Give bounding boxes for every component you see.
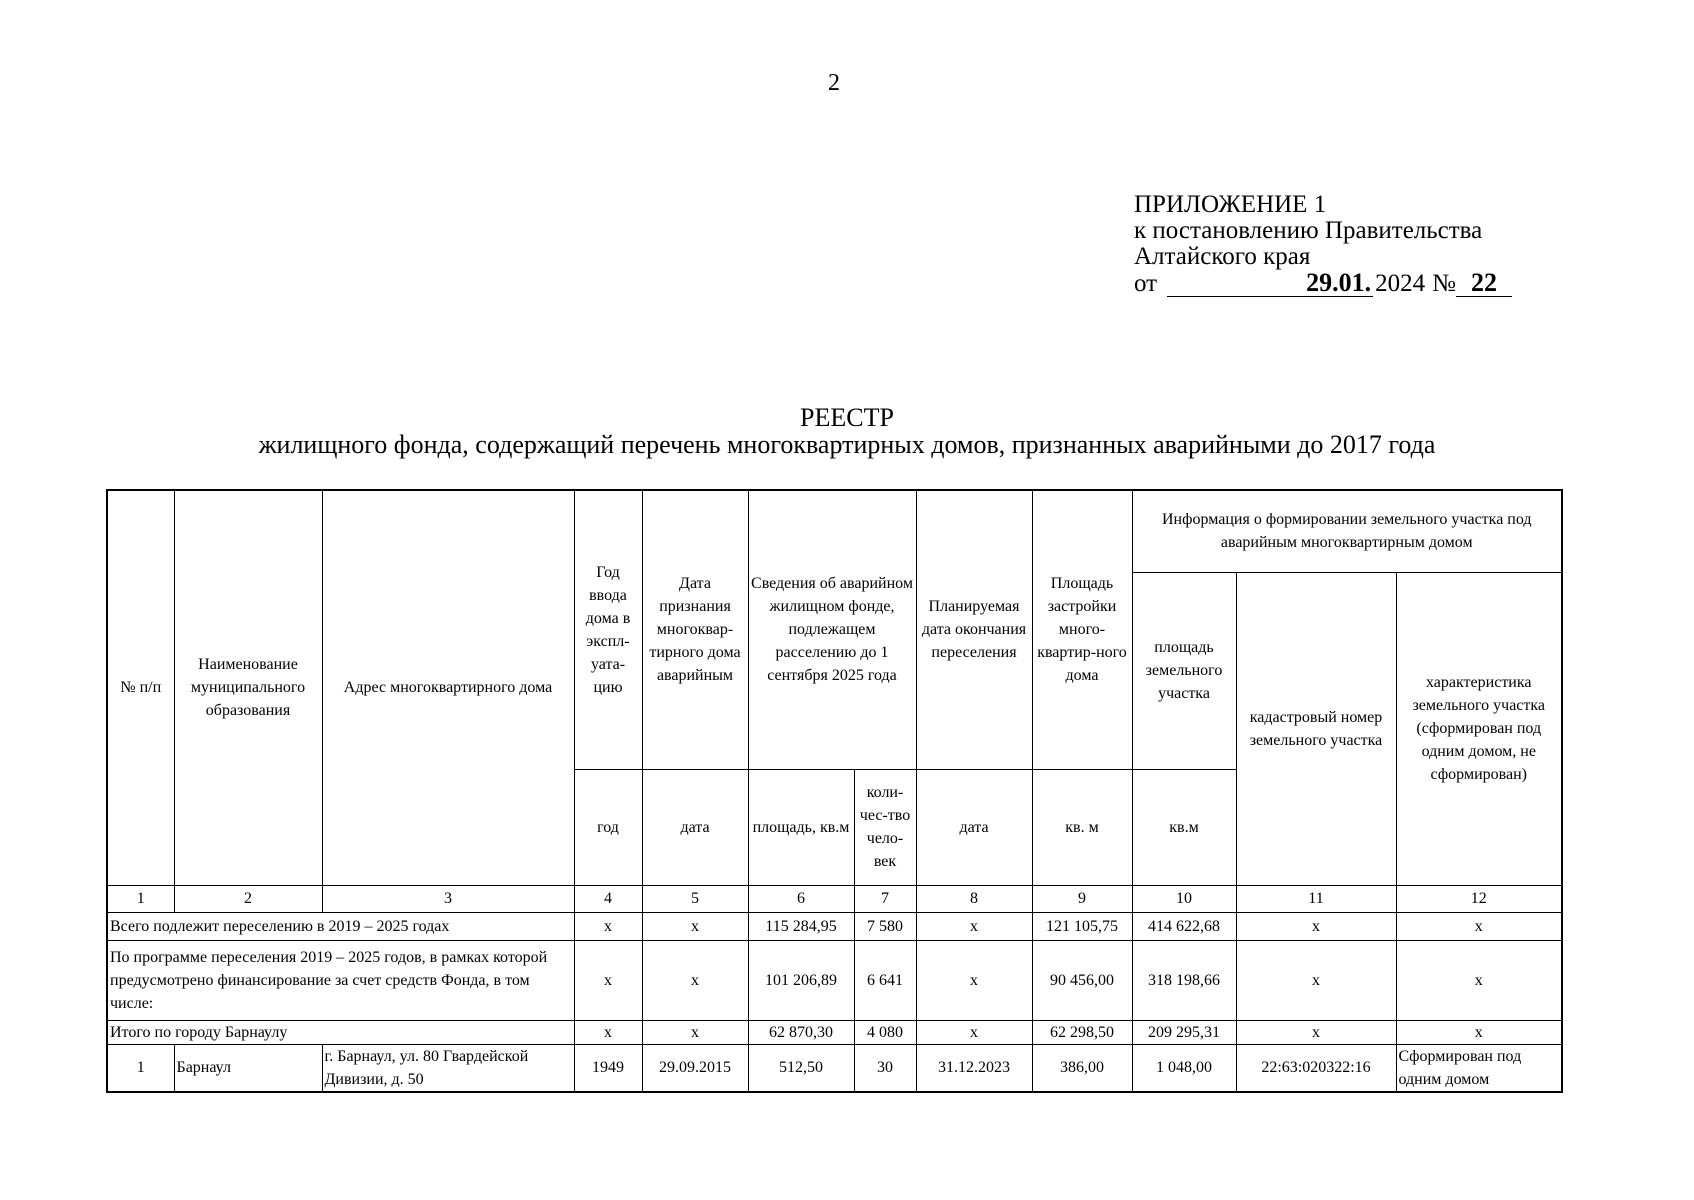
summary-cell: 6 641 — [854, 940, 916, 1020]
header-built-area: Площадь застройки много-квартир-ного дома — [1032, 490, 1132, 769]
header-address: Адрес многоквартирного дома — [322, 490, 574, 885]
row-municipality: Барнаул — [174, 1044, 322, 1092]
registry-table — [106, 489, 1563, 1093]
summary-cell: 90 456,00 — [1032, 940, 1132, 1020]
row-year: 1949 — [574, 1044, 642, 1092]
summary-cell: х — [1236, 1020, 1396, 1044]
col-number: 7 — [854, 885, 916, 912]
col-number: 1 — [107, 885, 174, 912]
summary-cell: х — [1396, 1020, 1562, 1044]
document-subtitle: жилищного фонда, содержащий перечень многоквартирных домов, признанных аварийными до 2017 года — [258, 430, 1436, 459]
summary-cell: х — [574, 912, 642, 940]
summary-row — [107, 912, 1562, 940]
col-number: 2 — [174, 885, 322, 912]
header-land-char: характеристика земельного участка (сформирован под одним домом, не сформирован) — [1396, 572, 1562, 885]
row-land-char: Сформирован под одним домом — [1396, 1044, 1562, 1092]
summary-cell: 62 298,50 — [1032, 1020, 1132, 1044]
summary-cell: 209 295,31 — [1132, 1020, 1236, 1044]
col-number: 3 — [322, 885, 574, 912]
col-number: 11 — [1236, 885, 1396, 912]
summary-cell: 115 284,95 — [748, 912, 854, 940]
column-numbers-row — [107, 885, 1562, 912]
unit-sqm-land: кв.м — [1132, 769, 1236, 885]
row-built-area: 386,00 — [1032, 1044, 1132, 1092]
header-municipality: Наименование муниципального образования — [174, 490, 322, 885]
summary-cell: х — [1236, 940, 1396, 1020]
row-area: 512,50 — [748, 1044, 854, 1092]
summary-cell: 414 622,68 — [1132, 912, 1236, 940]
header-year-built: Год ввода дома в экспл-уата-цию — [574, 490, 642, 769]
summary-cell: х — [916, 1020, 1032, 1044]
appendix-title: ПРИЛОЖЕНИЕ 1 — [1134, 191, 1327, 218]
col-number: 4 — [574, 885, 642, 912]
col-number: 6 — [748, 885, 854, 912]
unit-date: дата — [642, 769, 748, 885]
page-number: 2 — [828, 70, 840, 96]
header-planned-date: Планируемая дата окончания переселения — [916, 490, 1032, 769]
unit-date-planned: дата — [916, 769, 1032, 885]
summary-cell: х — [916, 912, 1032, 940]
row-date-recognized: 29.09.2015 — [642, 1044, 748, 1092]
appendix-year: 2024 — [1375, 270, 1426, 297]
row-num: 1 — [107, 1044, 174, 1092]
col-number: 10 — [1132, 885, 1236, 912]
document-title: РЕЕСТР — [800, 403, 894, 432]
col-number: 12 — [1396, 885, 1562, 912]
row-planned-date: 31.12.2023 — [916, 1044, 1032, 1092]
summary-cell: х — [642, 912, 748, 940]
summary-cell: 62 870,30 — [748, 1020, 854, 1044]
unit-area: площадь, кв.м — [748, 769, 854, 885]
unit-year: год — [574, 769, 642, 885]
row-cadastral: 22:63:020322:16 — [1236, 1044, 1396, 1092]
summary-cell: 121 105,75 — [1032, 912, 1132, 940]
header-date-recognized: Дата признания многоквар-тирного дома аварийным — [642, 490, 748, 769]
summary-cell: х — [916, 940, 1032, 1020]
summary-cell: х — [1396, 912, 1562, 940]
header-land-area: площадь земельного участка — [1132, 572, 1236, 769]
unit-sqm: кв. м — [1032, 769, 1132, 885]
row-people: 30 — [854, 1044, 916, 1092]
appendix-date-row — [1134, 270, 1512, 297]
unit-people: коли-чес-тво чело-век — [854, 769, 916, 885]
summary-cell: х — [1396, 940, 1562, 1020]
appendix-block — [1134, 192, 1512, 297]
summary-cell: х — [574, 1020, 642, 1044]
header-land-info: Информация о формировании земельного участка под аварийным многоквартирным домом — [1132, 490, 1562, 572]
appendix-number-sign: № — [1432, 270, 1456, 297]
col-number: 8 — [916, 885, 1032, 912]
header-cadastral: кадастровый номер земельного участка — [1236, 572, 1396, 885]
summary-cell: 101 206,89 — [748, 940, 854, 1020]
summary-label: Итого по городу Барнаулу — [107, 1020, 574, 1044]
appendix-line-resolution: к постановлению Правительства — [1134, 217, 1483, 244]
appendix-line-region: Алтайского края — [1134, 243, 1311, 270]
summary-row — [107, 1020, 1562, 1044]
summary-cell: х — [1236, 912, 1396, 940]
summary-cell: х — [574, 940, 642, 1020]
summary-label: По программе переселения 2019 – 2025 годов, в рамках которой предусмотрено финансирование за счет средств Фонда, в том числе: — [107, 940, 574, 1020]
header-emergency-fund: Сведения об аварийном жилищном фонде, подлежащем расселению до 1 сентября 2025 года — [748, 490, 916, 769]
summary-row — [107, 940, 1562, 1020]
appendix-number: 22 — [1456, 270, 1512, 297]
header-num: № п/п — [107, 490, 174, 885]
table-row — [107, 1044, 1562, 1092]
summary-label: Всего подлежит переселению в 2019 – 2025 годах — [107, 912, 574, 940]
summary-cell: х — [642, 940, 748, 1020]
col-number: 9 — [1032, 885, 1132, 912]
row-land-area: 1 048,00 — [1132, 1044, 1236, 1092]
summary-cell: 318 198,66 — [1132, 940, 1236, 1020]
col-number: 5 — [642, 885, 748, 912]
summary-cell: 7 580 — [854, 912, 916, 940]
appendix-ot-label: от — [1134, 270, 1158, 297]
row-address: г. Барнаул, ул. 80 Гвардейской Дивизии, д. 50 — [322, 1044, 574, 1092]
summary-cell: х — [642, 1020, 748, 1044]
appendix-date: 29.01. — [1167, 270, 1373, 297]
summary-cell: 4 080 — [854, 1020, 916, 1044]
